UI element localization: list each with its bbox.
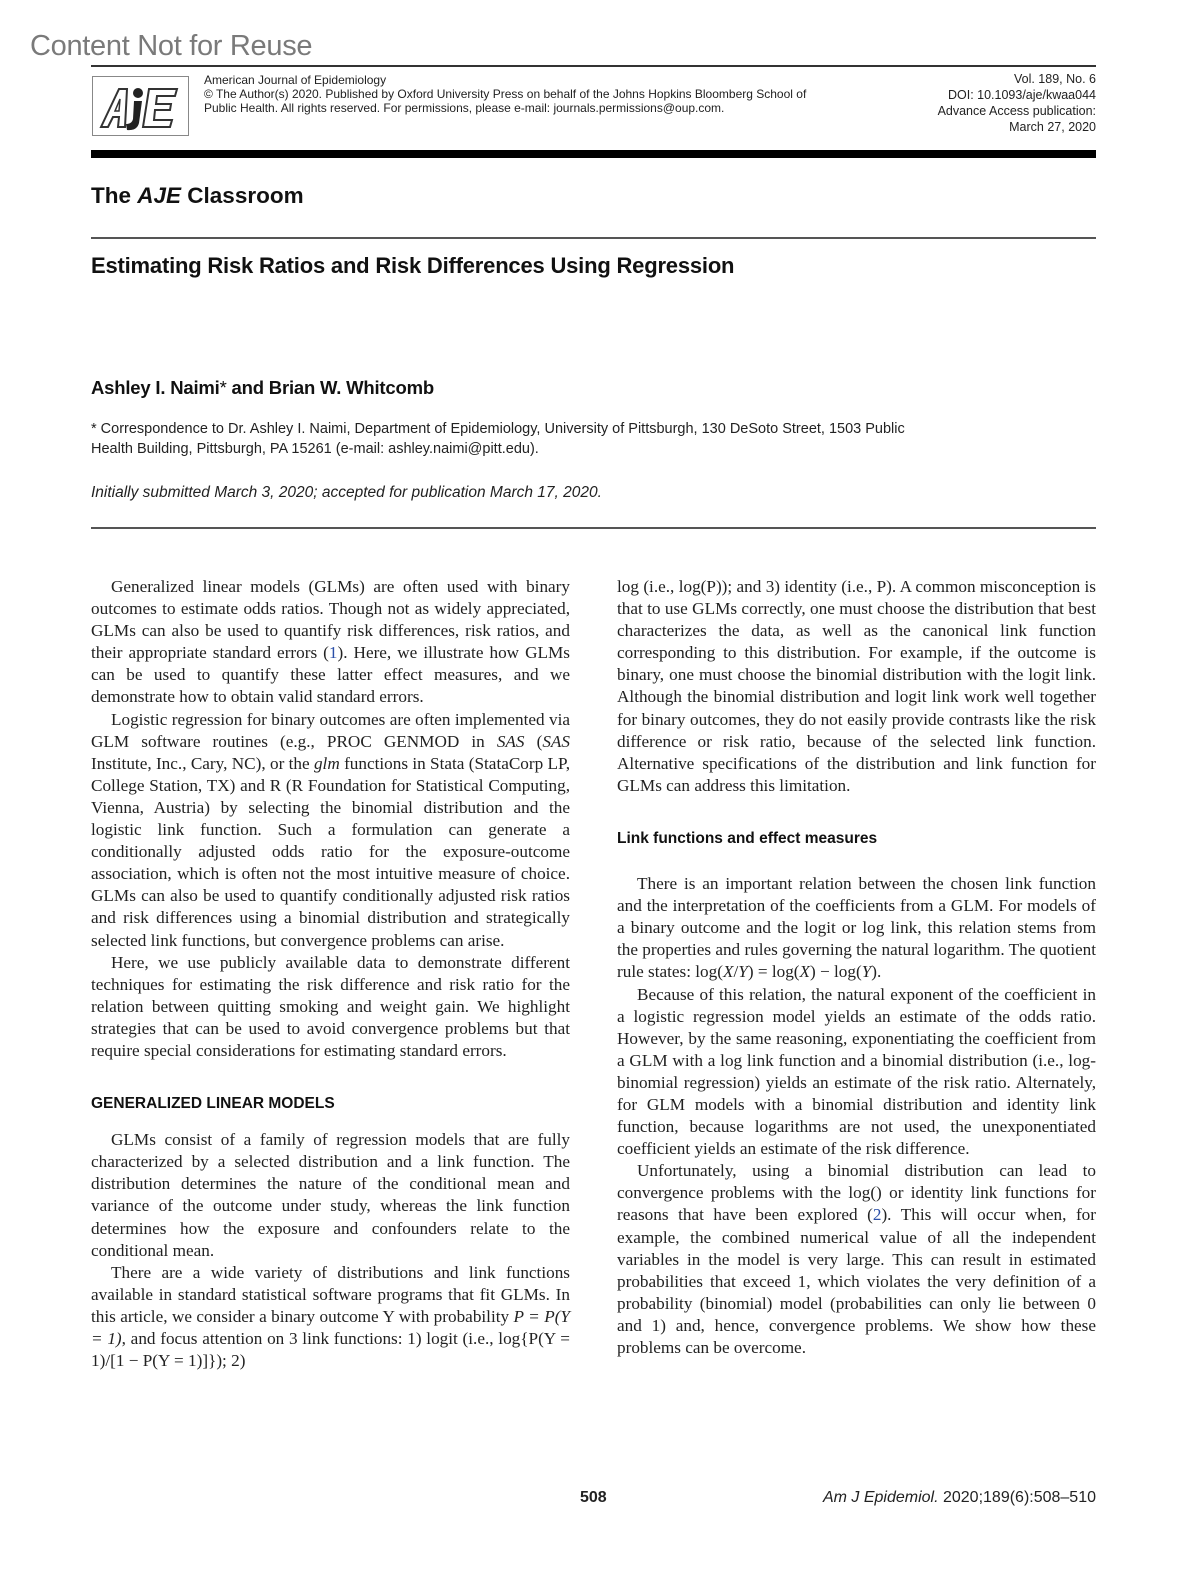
- advance-access-date: March 27, 2020: [1009, 120, 1096, 134]
- article-title: Estimating Risk Ratios and Risk Differences Using Regression: [91, 253, 735, 278]
- body-column-left: [91, 576, 570, 1372]
- submission-dates: Initially submitted March 3, 2020; accepted for publication March 17, 2020.: [91, 484, 602, 501]
- correspondence-line-1: * Correspondence to Dr. Ashley I. Naimi, Department of Epidemiology, University of Pittsburgh, 130 DeSoto Street, 1503 Public: [91, 421, 905, 437]
- journal-name: American Journal of Epidemiology: [204, 73, 387, 87]
- journal-abbreviation: Am J Epidemiol.: [822, 1489, 939, 1506]
- paragraph: Unfortunately, using a binomial distribution can lead to convergence problems with the log() or identity link functions for reasons that have been explored (2). This will occur when, for example, the combined numerical value of all the independent variables in the model is very large. This can result in estimated probabilities that exceed 1, which violates the very definition of a probability (binomial) model (probabilities can only lie between 0 and 1) and, hence, convergence problems. We show how these problems can be overcome.: [617, 1161, 1096, 1357]
- paragraph: log (i.e., log(P)); and 3) identity (i.e., P). A common misconception is that to use GLMs correctly, one must choose the distribution that best characterizes the data, as well as the canonical link function corresponding to this distribution. For example, if the outcome is binary, one must choose the binomial distribution with the logit link. Although the binomial distribution and logit link work well together for binary outcomes, they do not easily provide contrasts like the risk difference or risk ratio, because of the selected link function. Alternative specifications of the distribution and link function for GLMs can address this limitation.: [617, 577, 1096, 795]
- copyright-line-2: Public Health. All rights reserved. For permissions, please e-mail: journals.permissions@oup.com.: [204, 101, 725, 115]
- journal-info: [204, 73, 884, 115]
- author-2: and Brian W. Whitcomb: [226, 377, 434, 398]
- copyright-line-1: © The Author(s) 2020. Published by Oxford University Press on behalf of the Johns Hopkins Bloomberg School of: [204, 87, 807, 101]
- paragraph: There is an important relation between the chosen link function and the interpretation of the coefficients from a GLM. For models of a binary outcome and the logit or log link, this relation stems from the properties and rules governing the natural logarithm. The quotient rule states: log(X/Y) = log(X) − log(Y).: [617, 874, 1096, 982]
- paragraph: Logistic regression for binary outcomes are often implemented via GLM software routines (e.g., PROC GENMOD in SAS (SAS Institute, Inc., Cary, NC), or the glm functions in Stata (StataCorp LP, College Station, TX) and R (R Foundation for Statistical Computing, Vienna, Austria) by selecting the binomial distribution and the logistic link function. Such a formulation can generate a conditionally adjusted odds ratio for the exposure-outcome association, which is often not the most intuitive measure of choice. GLMs can also be used to quantify conditionally adjusted risk ratios and risk differences using a binomial distribution and strategically selected link functions, but convergence problems can arise.: [91, 709, 570, 950]
- correspondence-note: [91, 419, 1051, 459]
- section-rule: [91, 237, 1096, 239]
- citation-details: 2020;189(6):508–510: [938, 1489, 1096, 1506]
- paragraph: Generalized linear models (GLMs) are often used with binary outcomes to estimate odds ratios. Though not as widely appreciated, GLMs can also be used to quantify risk differences, risk ratios, and their appropriate standard errors (1). Here, we illustrate how GLMs can be used to quantify these latter effect measures, and we demonstrate how to obtain valid standard errors.: [91, 577, 570, 707]
- author-1: Ashley I. Naimi: [91, 377, 220, 398]
- volume-issue: Vol. 189, No. 6: [1013, 72, 1096, 86]
- advance-access-label: Advance Access publication:: [937, 104, 1096, 118]
- paragraph: Here, we use publicly available data to demonstrate different techniques for estimating the risk difference and risk ratio for the relation between quitting smoking and weight gain. We highlight strategies that can be used to avoid convergence problems but that require special considerations for estimating standard errors.: [91, 952, 570, 1060]
- authors: [91, 377, 434, 399]
- aje-logo-icon: [93, 77, 188, 135]
- section-label-journal: AJE: [137, 183, 182, 208]
- section-heading: GENERALIZED LINEAR MODELS: [91, 1095, 335, 1113]
- corresponding-author-marker: *: [219, 377, 227, 398]
- section-label: [91, 183, 304, 209]
- page-number: 508: [580, 1489, 607, 1506]
- section-label-suffix: Classroom: [181, 183, 304, 208]
- subsection-heading: Link functions and effect measures: [617, 829, 878, 847]
- paragraph: GLMs consist of a family of regression models that are fully characterized by a selected distribution and a link function. The distribution determines the nature of the conditional mean and variance of the outcome under study, whereas the link function determines how the exposure and confounders relate to the conditional mean.: [91, 1130, 570, 1260]
- watermark: Content Not for Reuse: [30, 30, 313, 62]
- issue-info: [938, 71, 1096, 135]
- paragraph: There are a wide variety of distributions and link functions available in standard statistical software programs that fit GLMs. In this article, we consider a binary outcome Y with probability P = P(Y = 1), and focus attention on 3 link functions: 1) logit (i.e., log{P(Y = 1)/[1 − P(Y = 1)]}); 2): [91, 1262, 570, 1371]
- correspondence-line-2: Health Building, Pittsburgh, PA 15261 (e-mail: ashley.naimi@pitt.edu).: [91, 441, 539, 457]
- header-thick-rule: [91, 150, 1096, 158]
- citation-link-1[interactable]: 1: [328, 643, 338, 663]
- citation-link-2[interactable]: 2: [872, 1205, 882, 1225]
- math-expression: P = P(Y = 1): [91, 1306, 570, 1348]
- paragraph: Because of this relation, the natural exponent of the coefficient in a logistic regression model yields an estimate of the odds ratio. However, by the same reasoning, exponentiating the coefficient from a GLM with a log link function and a binomial distribution (i.e., log-binomial regression) yields an estimate of the risk ratio. Alternately, for GLM models with a binomial distribution and identity link function, because logarithms are not used, the unexponentiated coefficient yields an estimate of the risk difference.: [617, 984, 1096, 1159]
- body-column-right: [617, 576, 1096, 1359]
- header-top-rule: [91, 65, 1096, 67]
- abstract-rule: [91, 527, 1096, 529]
- section-label-prefix: The: [91, 183, 138, 208]
- journal-logo: [92, 76, 189, 136]
- footer-citation: [823, 1489, 1096, 1507]
- doi: DOI: 10.1093/aje/kwaa044: [947, 88, 1096, 102]
